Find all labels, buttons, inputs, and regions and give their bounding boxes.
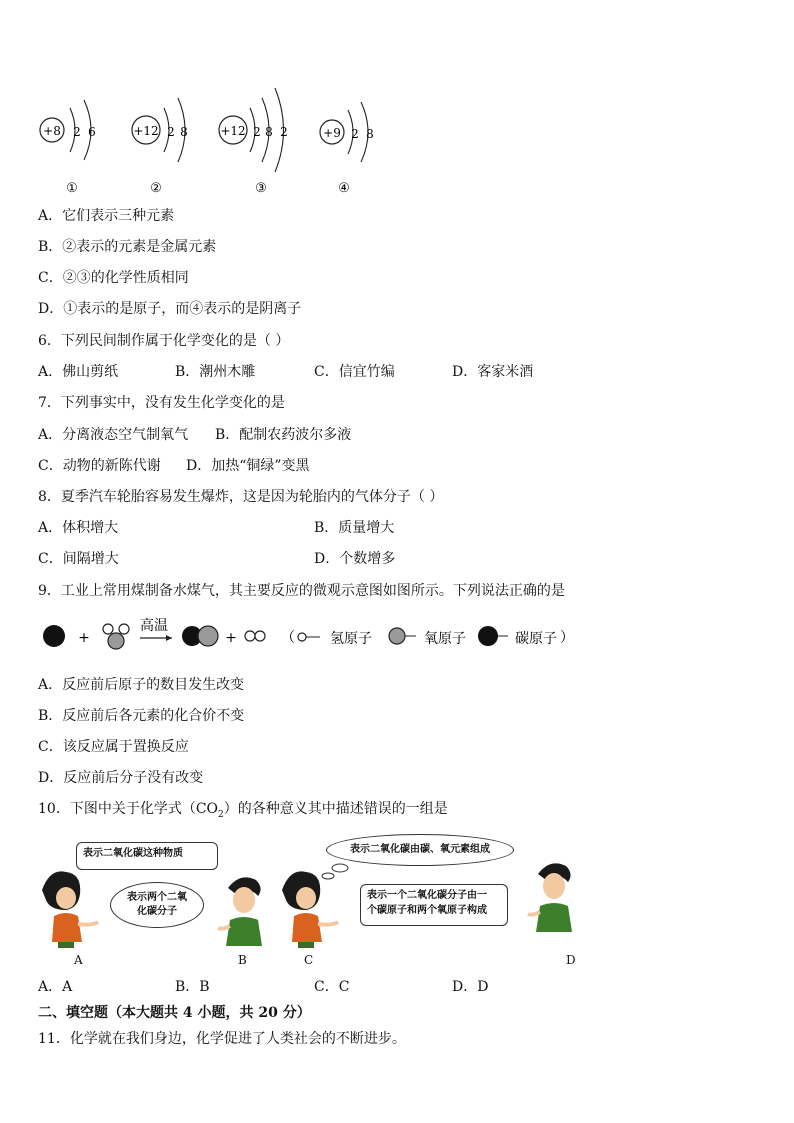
q10-stem-pre: 10．下图中关于化学式（CO [38, 801, 219, 817]
co-oxygen [198, 626, 218, 646]
q7-option-d: D．加热“铜绿”变黑 [186, 458, 310, 474]
bubble-a: 表示二氧化碳这种物质 [76, 842, 218, 870]
h2-atom-1 [245, 631, 255, 641]
q8-option-c: C．间隔增大 [38, 551, 119, 567]
atom-structure-svg [30, 80, 390, 200]
q10-stem [38, 800, 448, 824]
q9-reaction-diagram [36, 614, 596, 658]
q7-stem: 7．下列事实中，没有发生化学变化的是 [38, 395, 285, 411]
plus-sign-1: + [78, 630, 90, 646]
atom-4-shell-1: 2 [351, 127, 359, 141]
figure-label-b: B [238, 953, 247, 967]
q8-stem: 8．夏季汽车轮胎容易发生爆炸，这是因为轮胎内的气体分子（ ） [38, 489, 444, 505]
q6-option-a: A．佛山剪纸 [38, 364, 119, 380]
reaction-svg [36, 614, 596, 658]
atom-1-label: ① [66, 181, 78, 196]
q10-option-b: B．B [175, 979, 210, 995]
q9-option-d: D．反应前后分子没有改变 [38, 770, 204, 786]
atom-1-nucleus: +8 [43, 124, 61, 138]
plus-sign-2: + [225, 630, 237, 646]
bubble-d-line-1: 表示一个二氧化碳分子由一 [367, 890, 487, 901]
q9-stem: 9．工业上常用煤制备水煤气，其主要反应的微观示意图如图所示。下列说法正确的是 [38, 583, 565, 599]
q8-option-a: A．体积增大 [38, 520, 119, 536]
boy-figure-2 [528, 863, 572, 932]
q10-stem-post: ）的各种意义其中描述错误的一组是 [223, 801, 448, 817]
legend-open: （ [281, 630, 295, 646]
q7-option-a: A．分离液态空气制氧气 [38, 427, 189, 443]
girl-figure-2 [282, 871, 338, 948]
figure-label-a: A [74, 953, 83, 967]
legend-carbon: 碳原子 [515, 631, 557, 647]
atom-4-label: ④ [338, 181, 350, 196]
arrow-icon [166, 635, 172, 641]
atom-3-shell-1: 2 [253, 125, 261, 139]
legend-oxygen: 氧原子 [424, 631, 466, 647]
q5-option-a: A．它们表示三种元素 [38, 208, 175, 224]
q10-option-a: A．A [38, 979, 73, 995]
section-2-heading: 二、填空题（本大题共 4 小题，共 20 分） [38, 1005, 311, 1021]
atom-1 [40, 100, 96, 196]
q5-option-b: B．②表示的元素是金属元素 [38, 239, 217, 255]
legend-close: ） [560, 630, 574, 646]
q8-option-d: D．个数增多 [314, 551, 396, 567]
bubble-b-line-2: 化碳分子 [137, 906, 177, 917]
legend-o-icon [389, 628, 405, 644]
atom-4-nucleus: +9 [323, 126, 341, 140]
q11-stem: 11．化学就在我们身边，化学促进了人类社会的不断进步。 [38, 1031, 406, 1047]
h2-atom-2 [255, 631, 265, 641]
atom-4-shell-2: 8 [366, 127, 374, 141]
legend-hydrogen: 氢原子 [330, 631, 372, 647]
q6-option-c: C．信宜竹编 [314, 364, 395, 380]
boy-figure-1 [218, 877, 262, 946]
atom-2 [132, 98, 188, 196]
q5-option-d: D．①表示的是原子，而④表示的是阴离子 [38, 301, 302, 317]
q5-option-c: C．②③的化学性质相同 [38, 270, 189, 286]
q10-option-c: C．C [314, 979, 350, 995]
legend-c-icon [478, 626, 498, 646]
bubble-b-line-1: 表示两个二氧 [127, 892, 187, 903]
atom-1-shell-2: 6 [88, 125, 96, 139]
q7-option-b: B．配制农药波尔多液 [215, 427, 352, 443]
reaction-condition: 高温 [140, 618, 168, 634]
atom-diagram-row [30, 80, 390, 200]
bubble-b [110, 882, 204, 928]
atom-4 [320, 102, 374, 196]
water-molecule [108, 633, 124, 649]
q10-option-d: D．D [452, 979, 489, 995]
carbon-atom-reactant [43, 625, 65, 647]
q9-option-a: A．反应前后原子的数目发生改变 [38, 677, 245, 693]
q7-option-c: C．动物的新陈代谢 [38, 458, 161, 474]
q6-stem: 6．下列民间制作属于化学变化的是（ ） [38, 333, 290, 349]
bubble-d-line-2: 个碳原子和两个氧原子构成 [367, 905, 487, 916]
bubble-c: 表示二氧化碳由碳、氧元素组成 [326, 834, 514, 866]
atom-3-nucleus: +12 [220, 124, 246, 138]
legend-h-icon [298, 633, 306, 641]
q6-option-d: D．客家米酒 [452, 364, 534, 380]
figure-label-c: C [304, 953, 314, 967]
bubble-d [360, 884, 508, 926]
q10-stem-sub: 2 [218, 809, 224, 820]
atom-3-shell-3: 2 [280, 125, 288, 139]
atom-2-nucleus: +12 [133, 124, 159, 138]
figure-label-d: D [566, 953, 576, 967]
q6-option-b: B．潮州木雕 [175, 364, 256, 380]
atom-3 [219, 88, 288, 196]
q9-option-c: C．该反应属于置换反应 [38, 739, 189, 755]
atom-2-shell-2: 8 [180, 125, 188, 139]
atom-2-shell-1: 2 [167, 125, 175, 139]
atom-3-shell-2: 8 [265, 125, 273, 139]
girl-figure-1 [42, 871, 98, 948]
q9-option-b: B．反应前后各元素的化合价不变 [38, 708, 245, 724]
atom-2-label: ② [150, 181, 162, 196]
atom-3-label: ③ [255, 181, 267, 196]
atom-1-shell-1: 2 [73, 125, 81, 139]
q8-option-b: B．质量增大 [314, 520, 395, 536]
